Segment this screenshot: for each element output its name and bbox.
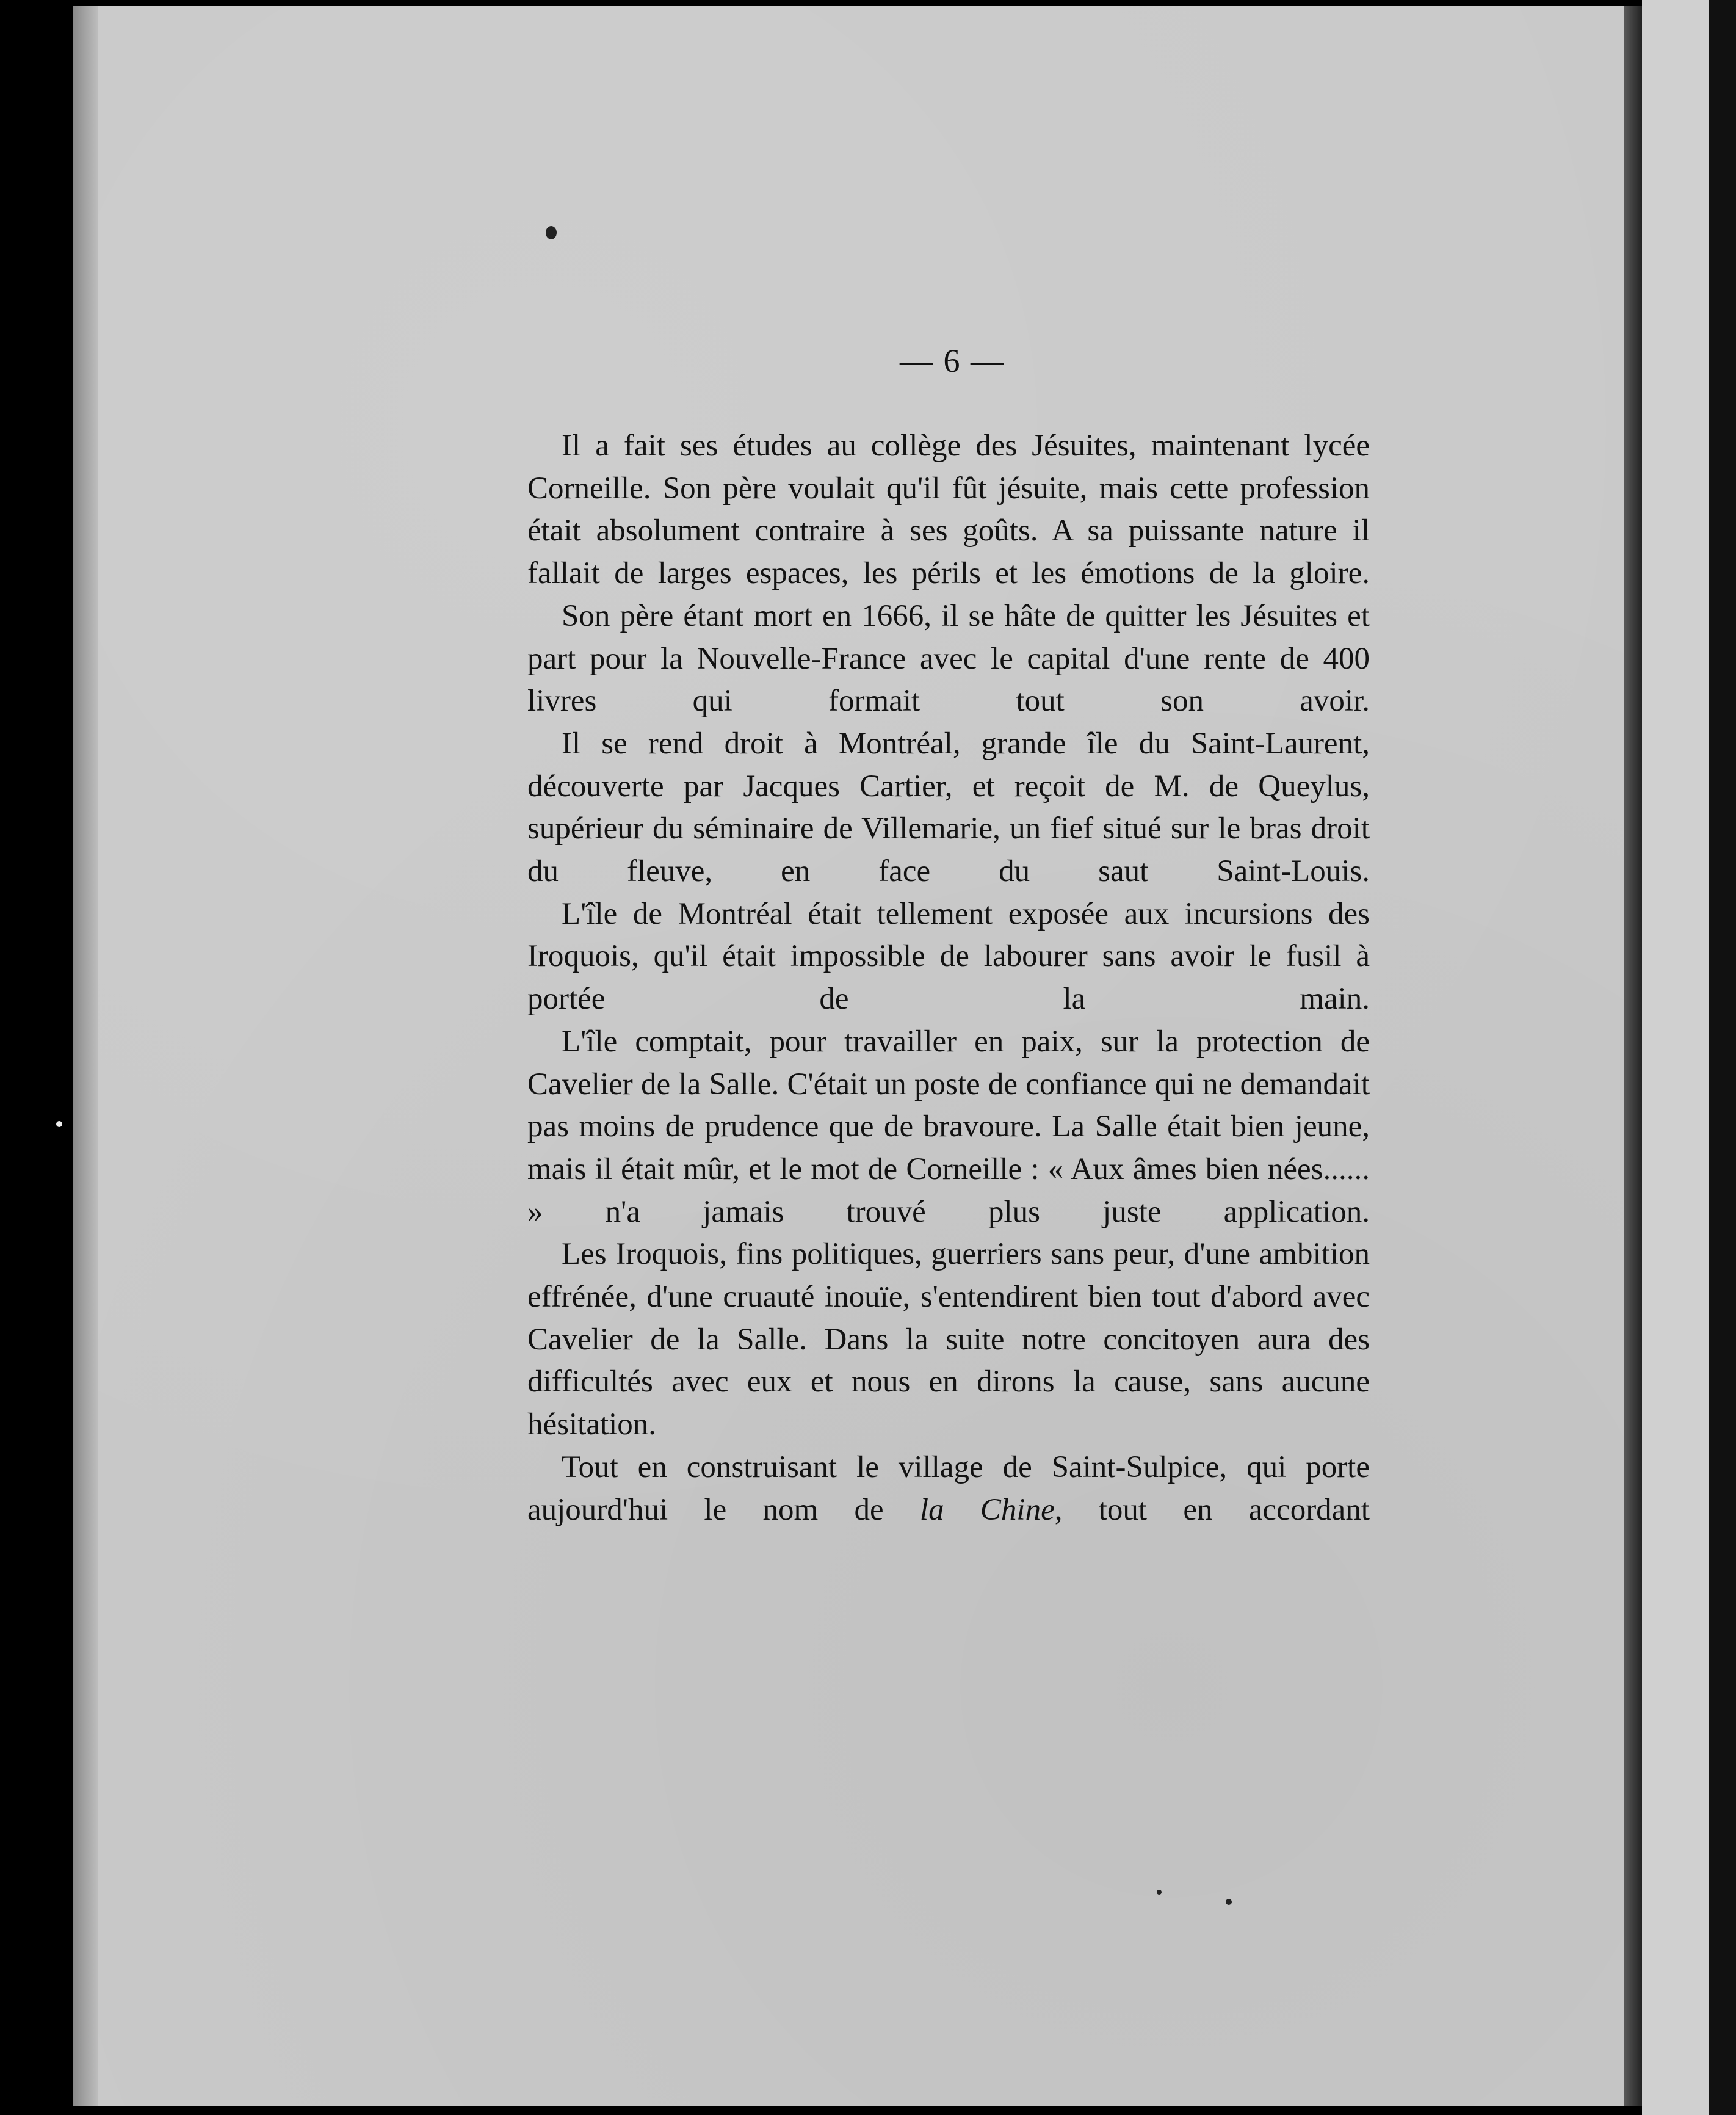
scan-speck: [546, 226, 557, 239]
body-text: [527, 425, 1370, 1531]
scan-speck: [1157, 1890, 1162, 1895]
paragraph-text: , tout en accordant: [1054, 1492, 1370, 1527]
page-number: — 6 —: [900, 343, 1005, 379]
italic-place-name: la Chine: [919, 1492, 1055, 1527]
page-right-edge-shadow: [1624, 6, 1642, 2106]
page-left-edge-shadow: [73, 6, 98, 2106]
scan-speck: [1226, 1899, 1232, 1905]
paragraph: L'île de Montréal était tellement exposée aux incursions des Iroquois, qu'il était impossible de labourer sans avoir le fusil à portée de la main.: [527, 896, 1370, 1017]
paragraph: Son père étant mort en 1666, il se hâte de quitter les Jésuites et part pour la Nouvelle-France avec le capital d'une rente de 400 livres qui formait tout son avoir.: [527, 598, 1370, 719]
paragraph-text: Tout en construisant le village de Saint-Sulpice, qui porte aujourd'hui le nom de: [527, 1449, 1370, 1527]
paragraph: L'île comptait, pour travailler en paix, sur la protection de Cavelier de la Salle. C'était un poste de confiance qui ne demandait pas moins de prudence que de bravoure. La Salle était bien jeune, mais il était mûr, et le mot de Corneille : « Aux âmes bien nées...... » n'a jamais trouvé plus juste application.: [527, 1024, 1370, 1229]
paragraph: Il a fait ses études au collège des Jésuites, maintenant lycée Corneille. Son père voulait qu'il fût jésuite, mais cette profession était absolument contraire à ses goûts. A sa puissante nature il fallait de larges espaces, les périls et les émotions de la gloire.: [527, 429, 1370, 591]
paragraph: Les Iroquois, fins politiques, guerriers sans peur, d'une ambition effrénée, d'une cruauté inouïe, s'entendirent bien tout d'abord avec Cavelier de la Salle. Dans la suite notre concitoyen aura des difficultés avec eux et nous en dirons la cause, sans aucune hésitation.: [527, 1237, 1370, 1442]
scan-right-border: [1709, 0, 1736, 2115]
paragraph: [527, 1446, 1370, 1531]
scan-speck: [56, 1121, 62, 1127]
paragraph: Il se rend droit à Montréal, grande île du Saint-Laurent, découverte par Jacques Cartier, et reçoit de M. de Queylus, supérieur du séminaire de Villemarie, un fief situé sur le bras droit du fleuve, en face du saut Saint-Louis.: [527, 726, 1370, 889]
